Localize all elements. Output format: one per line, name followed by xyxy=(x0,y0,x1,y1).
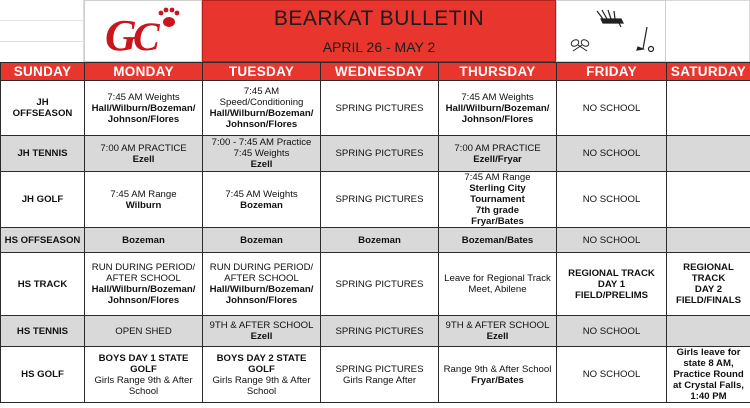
schedule-cell xyxy=(321,172,439,228)
bulletin-dates: APRIL 26 - MAY 2 xyxy=(322,39,436,55)
cell-text-line: DAY 1 xyxy=(597,278,626,290)
schedule-cell xyxy=(439,81,557,136)
cell-text-line: NO SCHOOL xyxy=(582,194,641,205)
row-label xyxy=(1,316,85,347)
schedule-cell xyxy=(203,136,321,172)
schedule-cell xyxy=(557,172,667,228)
schedule-row xyxy=(1,172,750,228)
cell-text-line: 7:45 Weights xyxy=(233,148,290,159)
cell-text-line: 7:45 AM Range xyxy=(464,172,531,183)
schedule-cell xyxy=(557,228,667,253)
cell-text-line: Hall/Wilburn/Bozeman/ xyxy=(91,284,196,295)
schedule-row xyxy=(1,81,750,136)
schedule-cell xyxy=(667,253,750,316)
cell-text-line: 7th grade xyxy=(475,205,520,216)
schedule-cell xyxy=(557,136,667,172)
cell-text-line: 7:45 AM Weights xyxy=(225,188,298,200)
schedule-cell xyxy=(439,316,557,347)
cell-text-line: FIELD/FINALS xyxy=(675,295,742,306)
cell-text-line: JH GOLF xyxy=(21,194,64,205)
cell-text-line: Girls Range 9th & After xyxy=(94,374,193,386)
schedule-cell xyxy=(557,253,667,316)
cell-text-line: SPRING PICTURES xyxy=(335,363,424,375)
cell-text-line: Girls Range 9th & After xyxy=(212,374,311,386)
cell-text-line: Bozeman xyxy=(358,234,401,246)
schedule-cell xyxy=(667,136,750,172)
cell-text-line: OPEN SHED xyxy=(115,325,172,337)
schedule-cell xyxy=(203,316,321,347)
schedule-cell xyxy=(321,228,439,253)
cell-text-line: HS GOLF xyxy=(21,369,64,380)
schedule-cell xyxy=(85,136,203,172)
cell-text-line: 7:00 AM PRACTICE xyxy=(100,142,187,154)
day-header: WEDNESDAY xyxy=(321,63,439,81)
schedule-cell xyxy=(557,316,667,347)
schedule-cell xyxy=(439,136,557,172)
cell-text-line: 7:45 AM Weights xyxy=(461,91,534,103)
cell-text-line: Sterling City Tournament xyxy=(469,183,526,205)
schedule-cell xyxy=(439,253,557,316)
cell-text-line: Wilburn xyxy=(125,199,162,211)
cell-text-line: NO SCHOOL xyxy=(582,148,641,159)
cell-text-line: 7:45 AM xyxy=(243,86,280,97)
cell-text-line: Johnson/Flores xyxy=(461,113,534,125)
row-label xyxy=(1,81,85,136)
schedule-cell xyxy=(321,136,439,172)
bulletin-title: BEARKAT BULLETIN xyxy=(273,7,485,30)
cell-text-line: FIELD/PRELIMS xyxy=(574,289,649,301)
svg-text:G: G xyxy=(105,11,137,58)
cell-text-line: Ezell xyxy=(132,153,155,165)
row-label xyxy=(1,253,85,316)
cell-text-line: Bozeman xyxy=(240,199,283,211)
cell-text-line: AFTER SCHOOL xyxy=(106,273,181,284)
cell-text-line: Johnson/Flores xyxy=(107,295,180,306)
cell-text-line: School xyxy=(128,385,159,397)
cell-text-line: Ezell xyxy=(250,159,273,170)
schedule-cell xyxy=(85,228,203,253)
cell-text-line: Hall/Wilburn/Bozeman/ xyxy=(209,108,314,119)
spreadsheet-grid xyxy=(0,0,84,62)
cell-text-line: Fryar/Bates xyxy=(471,374,524,386)
cell-text-line: NO SCHOOL xyxy=(582,369,641,380)
cell-text-line: OFFSEASON xyxy=(12,108,73,119)
day-header: MONDAY xyxy=(85,63,203,81)
cell-text-line: state 8 AM, xyxy=(683,358,734,369)
cell-text-line: NO SCHOOL xyxy=(582,102,641,114)
cell-text-line: NO SCHOOL xyxy=(582,234,641,246)
day-header: SUNDAY xyxy=(1,63,85,81)
day-header: FRIDAY xyxy=(557,63,667,81)
cell-text-line: SPRING PICTURES xyxy=(335,148,424,159)
cell-text-line: Range 9th & After School xyxy=(443,363,552,375)
schedule-cell xyxy=(85,347,203,403)
cell-text-line: Fryar/Bates xyxy=(471,216,524,227)
empty-cell xyxy=(666,0,750,62)
cell-text-line: 7:45 AM Weights xyxy=(107,91,180,103)
schedule-cell xyxy=(85,316,203,347)
svg-text:C: C xyxy=(133,14,160,58)
cell-text-line: HS TRACK xyxy=(17,278,68,290)
cell-text-line: GOLF xyxy=(248,363,275,375)
cell-text-line: REGIONAL xyxy=(683,262,734,273)
schedule-cell xyxy=(203,253,321,316)
cell-text-line: SPRING PICTURES xyxy=(335,102,424,114)
cell-text-line: SPRING PICTURES xyxy=(335,325,424,337)
cell-text-line: RUN DURING PERIOD/ xyxy=(91,262,196,273)
school-logo xyxy=(84,0,202,62)
cell-text-line: Meet, Abilene xyxy=(468,284,527,295)
schedule-cell xyxy=(667,172,750,228)
cell-text-line: TRACK xyxy=(691,273,726,284)
schedule-row xyxy=(1,136,750,172)
cell-text-line: AFTER SCHOOL xyxy=(224,273,299,284)
schedule-cell xyxy=(557,347,667,403)
cell-text-line: Bozeman xyxy=(240,234,283,246)
schedule-cell xyxy=(85,253,203,316)
cell-text-line: 1:40 PM xyxy=(690,391,727,402)
schedule-row xyxy=(1,316,750,347)
crossed-tennis-rackets-icon xyxy=(570,38,590,51)
schedule-row xyxy=(1,228,750,253)
cell-text-line: Ezell xyxy=(250,331,273,342)
schedule-cell xyxy=(439,228,557,253)
cell-text-line: 7:45 AM Range xyxy=(110,188,177,200)
schedule-cell xyxy=(85,172,203,228)
winged-foot-icon xyxy=(597,10,623,27)
schedule-cell xyxy=(203,81,321,136)
cell-text-line: JH TENNIS xyxy=(17,148,68,159)
paw-print-icon xyxy=(159,8,180,27)
cell-text-line: DAY 2 xyxy=(694,284,723,295)
schedule-cell xyxy=(557,81,667,136)
schedule-cell xyxy=(321,81,439,136)
schedule-cell xyxy=(203,172,321,228)
cell-text-line: Girls Range After xyxy=(342,374,417,386)
cell-text-line: Ezell xyxy=(486,331,509,342)
cell-text-line: 9TH & AFTER SCHOOL xyxy=(445,320,550,331)
cell-text-line: BOYS DAY 1 STATE xyxy=(98,352,189,364)
bulletin-banner xyxy=(202,0,556,62)
row-label xyxy=(1,136,85,172)
cell-text-line: School xyxy=(246,385,277,397)
cell-text-line: at Crystal Falls, xyxy=(673,380,744,391)
cell-text-line: HS TENNIS xyxy=(16,325,69,337)
cell-text-line: Ezell/Fryar xyxy=(473,153,522,165)
schedule-row xyxy=(1,253,750,316)
cell-text-line: Bozeman/Bates xyxy=(461,234,534,246)
row-label xyxy=(1,347,85,403)
cell-text-line: Hall/Wilburn/Bozeman/ xyxy=(91,102,196,114)
schedule-cell xyxy=(321,253,439,316)
sports-icons xyxy=(563,5,661,59)
cell-text-line: NO SCHOOL xyxy=(582,325,641,337)
schedule-cell xyxy=(203,228,321,253)
schedule-cell xyxy=(321,347,439,403)
schedule-cell xyxy=(667,228,750,253)
cell-text-line: GOLF xyxy=(130,363,157,375)
schedule-cell xyxy=(667,316,750,347)
cell-text-line: Bozeman xyxy=(122,234,165,246)
schedule-cell xyxy=(439,172,557,228)
cell-text-line: 9TH & AFTER SCHOOL xyxy=(209,320,314,331)
cell-text-line: BOYS DAY 2 STATE xyxy=(216,352,307,364)
day-header: THURSDAY xyxy=(439,63,557,81)
cell-text-line: Speed/Conditioning xyxy=(219,97,304,108)
row-label xyxy=(1,228,85,253)
schedule-cell xyxy=(85,81,203,136)
golf-club-icon xyxy=(637,27,654,52)
cell-text-line: Johnson/Flores xyxy=(225,295,298,306)
schedule-cell xyxy=(667,81,750,136)
cell-text-line: Girls leave for xyxy=(676,347,741,358)
schedule-cell xyxy=(203,347,321,403)
cell-text-line: Johnson/Flores xyxy=(107,113,180,125)
day-header: SATURDAY xyxy=(667,63,750,81)
cell-text-line: Practice Round xyxy=(673,369,744,380)
cell-text-line: JH xyxy=(36,97,49,108)
row-label xyxy=(1,172,85,228)
schedule-cell xyxy=(321,316,439,347)
schedule-cell xyxy=(667,347,750,403)
cell-text-line: RUN DURING PERIOD/ xyxy=(209,262,314,273)
cell-text-line: 7:00 - 7:45 AM Practice xyxy=(211,137,312,148)
cell-text-line: 7:00 AM PRACTICE xyxy=(454,142,541,154)
day-header-row xyxy=(1,63,750,81)
cell-text-line: Hall/Wilburn/Bozeman/ xyxy=(209,284,314,295)
gc-logo-icon xyxy=(103,6,187,58)
sports-art xyxy=(556,0,666,62)
cell-text-line: Leave for Regional Track xyxy=(444,273,551,284)
cell-text-line: Hall/Wilburn/Bozeman/ xyxy=(445,102,550,114)
cell-text-line: SPRING PICTURES xyxy=(335,194,424,205)
cell-text-line: SPRING PICTURES xyxy=(335,278,424,290)
cell-text-line: HS OFFSEASON xyxy=(4,234,81,246)
schedule-row xyxy=(1,347,750,403)
day-header: TUESDAY xyxy=(203,63,321,81)
cell-text-line: REGIONAL TRACK xyxy=(568,267,655,279)
schedule-cell xyxy=(439,347,557,403)
schedule-table xyxy=(0,62,750,403)
cell-text-line: Johnson/Flores xyxy=(225,119,298,130)
